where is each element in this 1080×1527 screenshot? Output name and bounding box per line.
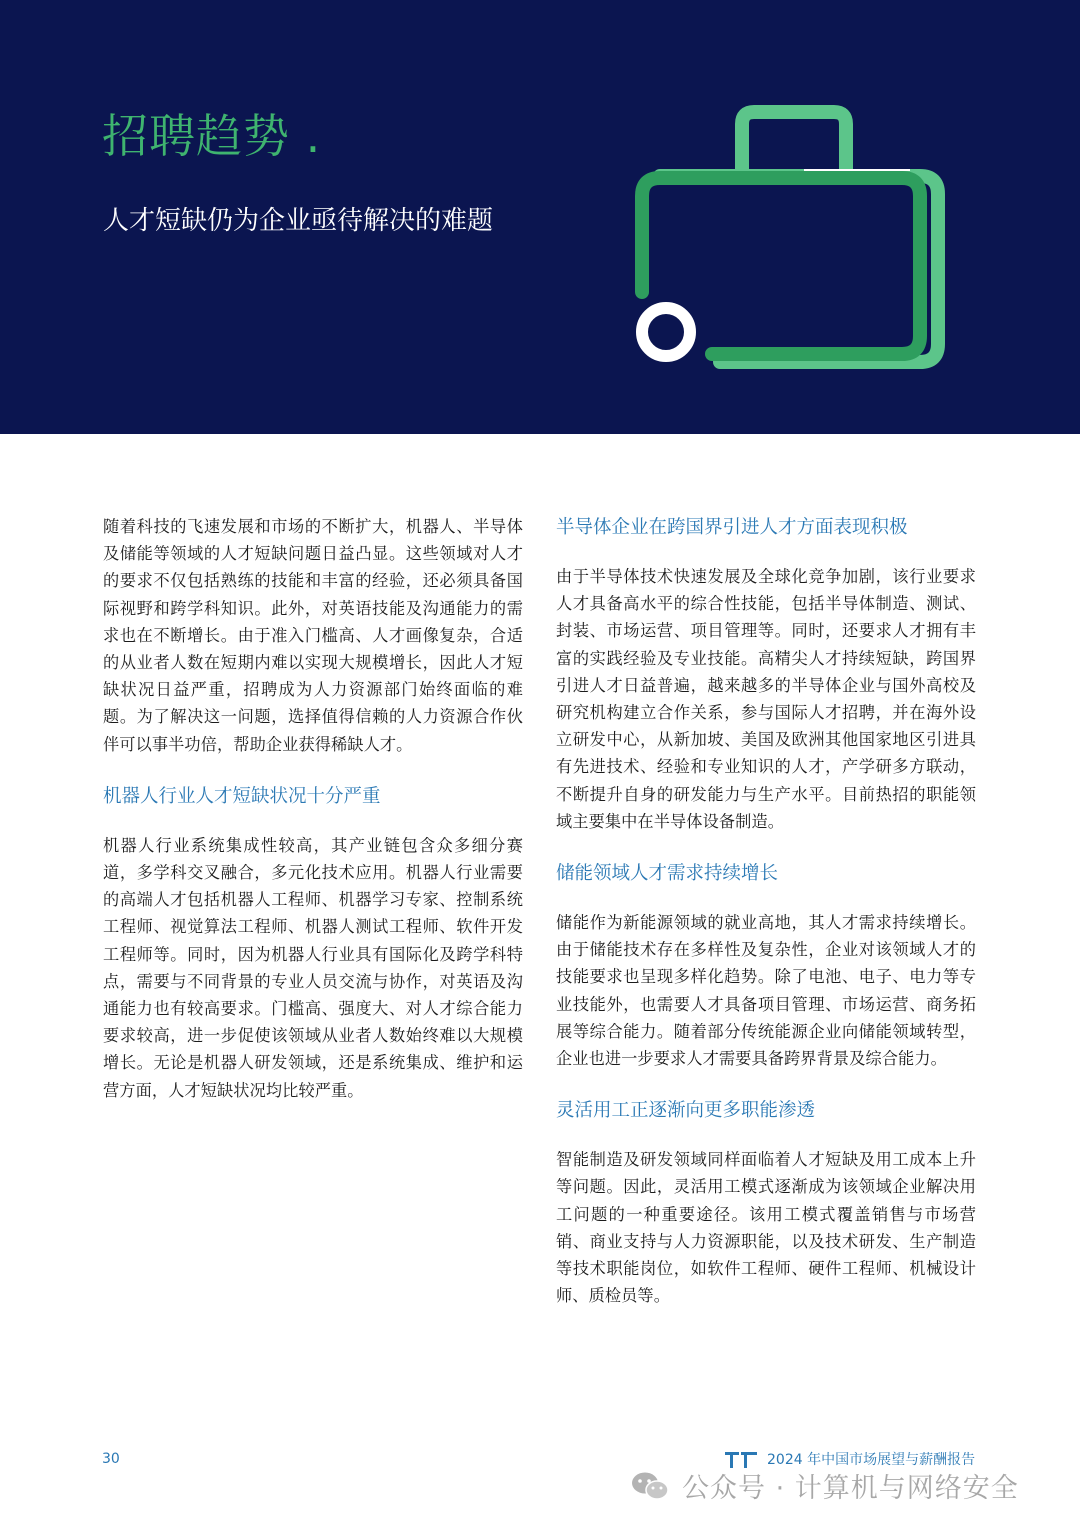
page-subtitle: 人才短缺仍为企业亟待解决的难题 <box>103 206 494 236</box>
page-number: 30 <box>102 1451 120 1467</box>
robotics-paragraph: 机器人行业系统集成性较高，其产业链包含众多细分赛道，多学科交叉融合，多元化技术应用。机器人行业需要的高端人才包括机器人工程师、机器学习专家、控制系统工程师、视觉算法工程师、机器人测试工程师、软件开发工程师等。同时，因为机器人行业具有国际化及跨学科特点，需要与不同背景的专业人员交流与协作，对英语及沟通能力也有较高要求。门槛高、强度大、对人才综合能力要求较高，进一步促使该领域从业者人数始终难以大规模增长。无论是机器人研发领域，还是系统集成、维护和运营方面，人才短缺状况均比较严重。 <box>103 835 523 1100</box>
report-title: 2024 年中国市场展望与薪酬报告 <box>767 1452 976 1468</box>
wechat-icon <box>630 1470 670 1502</box>
semiconductor-paragraph: 由于半导体技术快速发展及全球化竞争加剧，该行业要求人才具备高水平的综合性技能，包括半导体制造、测试、封装、市场运营、项目管理等。同时，还要求人才拥有丰富的实践经验及专业技能。高精尖人才持续短缺，跨国界引进人才日益普遍，越来越多的半导体企业与国外高校及研究机构建立合作关系，参与国际人才招聘，并在海外设立研发中心，从新加坡、美国及欧洲其他国家地区引进具有先进技术、经验和专业知识的人才，产学研多方联动，不断提升自身的研发能力与生产水平。目前热招的职能领域主要集中在半导体设备制造。 <box>556 567 976 831</box>
hero-banner <box>0 0 1080 434</box>
flexible-work-paragraph: 智能制造及研发领域同样面临着人才短缺及用工成本上升等问题。因此，灵活用工模式逐渐成为该领域企业解决用工问题的一种重要途径。该用工模式覆盖销售与市场营销、商业支持与人力资源职能，以及技术研发、生产制造等技术职能岗位，如软件工程师、硬件工程师、机械设计师、质检员等。 <box>556 1150 976 1306</box>
left-column <box>103 513 523 1104</box>
briefcase-icon <box>620 96 960 376</box>
robotics-heading: 机器人行业人才短缺状况十分严重 <box>103 785 381 807</box>
energy-storage-heading: 储能领域人才需求持续增长 <box>556 863 779 885</box>
flexible-work-heading: 灵活用工正逐渐向更多职能渗透 <box>556 1100 816 1122</box>
right-column <box>556 513 976 1309</box>
intro-paragraph: 随着科技的飞速发展和市场的不断扩大，机器人、半导体及储能等领域的人才短缺问题日益凸显。这些领域对人才的要求不仅包括熟练的技能和丰富的经验，还必须具备国际视野和跨学科知识。此外，对英语技能及沟通能力的需求也在不断增长。由于准入门槛高、人才画像复杂，合适的从业者人数在短期内难以实现大规模增长，因此人才短缺状况日益严重，招聘成为人力资源部门始终面临的难题。为了解决这一问题，选择值得信赖的人力资源合作伙伴可以事半功倍，帮助企业获得稀缺人才。 <box>103 517 523 754</box>
page-title: 招聘趋势 . <box>102 109 322 163</box>
semiconductor-heading: 半导体企业在跨国界引进人才方面表现积极 <box>556 517 908 538</box>
energy-storage-paragraph: 储能作为新能源领域的就业高地，其人才需求持续增长。由于储能技术存在多样性及复杂性，企业对该领域人才的技能要求也呈现多样化趋势。除了电池、电子、电力等专业技能外，也需要人才具备项目管理、市场运营、商务拓展等综合能力。随着部分传统能源企业向储能领域转型，企业也进一步要求人才需要具备跨界背景及综合能力。 <box>556 913 976 1069</box>
watermark <box>630 1466 1019 1505</box>
watermark-text: 公众号 · 计算机与网络安全 <box>682 1473 1019 1504</box>
